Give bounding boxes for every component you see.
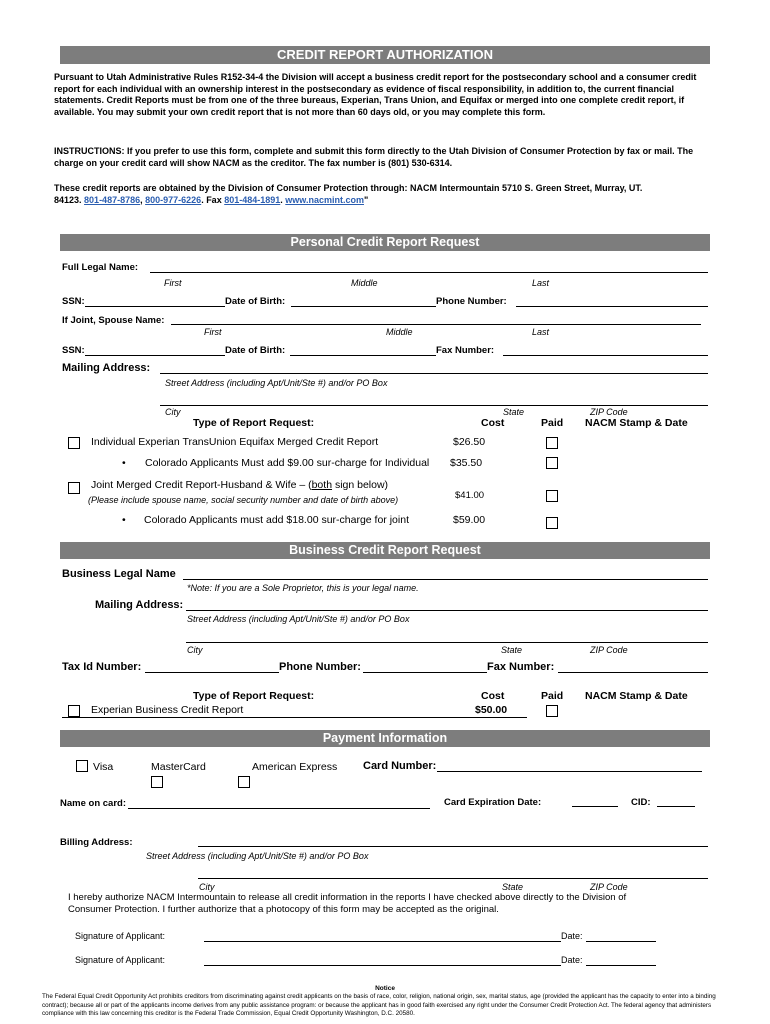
- instructions-paragraph: INSTRUCTIONS: If you prefer to use this form, complete and submit this form directly to the Utah Division of Consumer Protection by fax or mail. The charge on your credit card will show NACM as the creditor. The fax number is (801) 530-6314.: [54, 146, 694, 168]
- fax-prefix: . Fax: [201, 194, 222, 205]
- tax-id-label: Tax Id Number:: [62, 661, 142, 673]
- item4-cost: $59.00: [453, 514, 486, 526]
- obtained-prefix: 84123.: [54, 194, 82, 205]
- item1-cost: $26.50: [453, 436, 486, 448]
- item3-label: [91, 479, 388, 491]
- zip-hint: ZIP Code: [590, 407, 628, 417]
- business-street-hint: Street Address (including Apt/Unit/Ste #) and/or PO Box: [187, 614, 410, 624]
- business-phone-field[interactable]: [363, 672, 487, 673]
- business-item-divider: [62, 717, 527, 718]
- visa-label: Visa: [93, 761, 114, 773]
- item2-bullet: •: [122, 457, 126, 469]
- business-paid-header: Paid: [541, 690, 564, 702]
- dob-field[interactable]: [291, 306, 436, 307]
- expiration-field[interactable]: [572, 806, 618, 807]
- mastercard-checkbox[interactable]: [151, 776, 163, 788]
- item2-cost: $35.50: [450, 457, 483, 469]
- business-type-header: Type of Report Request:: [193, 690, 315, 702]
- mailing-city-field[interactable]: [160, 405, 708, 406]
- website-suffix: ": [363, 194, 369, 205]
- item3-both: both: [311, 479, 333, 491]
- business-cost-header: Cost: [481, 690, 505, 702]
- personal-section-heading: Personal Credit Report Request: [60, 234, 710, 251]
- billing-state-hint: State: [502, 882, 524, 892]
- business-item1-cost: $50.00: [475, 704, 508, 716]
- item3-cost: $41.00: [455, 490, 485, 501]
- signature1-field[interactable]: [204, 941, 561, 942]
- business-stamp-header: NACM Stamp & Date: [585, 690, 688, 702]
- amex-checkbox[interactable]: [238, 776, 250, 788]
- intro-paragraph: Pursuant to Utah Administrative Rules R152-34-4 the Division will accept a business credit report for the postsecondary school and a consumer credit report for each individual with an ownership interest in the postsecondary as evidence of fiscal responsibility, in addition to, the current financial statements. Credit Reports must be from one of the three bureaus, Experian, Trans Union, and Equifax or merged into one complete credit report, if available. You may submit your own credit report that is not more than 60 days old, or you may complete this form.: [54, 72, 697, 117]
- type-header: Type of Report Request:: [193, 417, 315, 429]
- date1-field[interactable]: [586, 941, 656, 942]
- business-zip-hint: ZIP Code: [590, 645, 628, 655]
- street-hint: Street Address (including Apt/Unit/Ste #) and/or PO Box: [165, 378, 388, 388]
- item1-checkbox[interactable]: [68, 437, 80, 449]
- item4-paid-checkbox[interactable]: [546, 517, 558, 529]
- date2-field[interactable]: [586, 965, 656, 966]
- business-section-heading: Business Credit Report Request: [60, 542, 710, 559]
- full-legal-name-label: Full Legal Name:: [62, 262, 139, 273]
- spouse-middle-hint: Middle: [386, 327, 413, 337]
- full-legal-name-field[interactable]: [150, 272, 708, 273]
- visa-checkbox[interactable]: [76, 760, 88, 772]
- last-hint: Last: [532, 278, 550, 288]
- mailing-address-label: Mailing Address:: [62, 362, 151, 374]
- expiration-label: Card Expiration Date:: [444, 797, 542, 808]
- name-on-card-label: Name on card:: [60, 798, 126, 809]
- spouse-last-hint: Last: [532, 327, 550, 337]
- mailing-street-field[interactable]: [160, 373, 708, 374]
- item2-paid-checkbox[interactable]: [546, 457, 558, 469]
- business-phone-label: Phone Number:: [279, 661, 361, 673]
- stamp-header: NACM Stamp & Date: [585, 417, 688, 429]
- billing-street-hint: Street Address (including Apt/Unit/Ste #) and/or PO Box: [146, 851, 369, 861]
- fax-number-label: Fax Number:: [436, 345, 495, 356]
- spouse-name-label: If Joint, Spouse Name:: [62, 315, 165, 326]
- billing-city-hint: City: [199, 882, 215, 892]
- billing-zip-hint: ZIP Code: [590, 882, 628, 892]
- business-city-hint: City: [187, 645, 203, 655]
- middle-hint: Middle: [351, 278, 378, 288]
- authorization-statement: I hereby authorize NACM Intermountain to release all credit information in the reports I have checked above directly to the Division of Consumer Protection. I further authorize that a photocopy of this form may be accepted as the original.: [68, 892, 627, 915]
- fax-link[interactable]: 801-484-1891: [224, 194, 281, 205]
- billing-city-field[interactable]: [198, 878, 708, 879]
- sole-proprietor-note: *Note: If you are a Sole Proprietor, this is your legal name.: [187, 583, 419, 593]
- business-fax-label: Fax Number:: [487, 661, 555, 673]
- business-legal-name-label: Business Legal Name: [62, 568, 176, 580]
- item3-paid-checkbox[interactable]: [546, 490, 558, 502]
- website-link[interactable]: www.nacmint.com: [285, 194, 364, 205]
- business-legal-name-field[interactable]: [183, 579, 708, 580]
- business-item1-checkbox[interactable]: [68, 705, 80, 717]
- business-mailing-label: Mailing Address:: [95, 599, 184, 611]
- state-hint: State: [503, 407, 525, 417]
- item4-bullet: •: [122, 514, 126, 526]
- billing-street-field[interactable]: [198, 846, 708, 847]
- phone1-link[interactable]: 801-487-8786: [84, 194, 141, 205]
- notice-title: Notice: [375, 985, 395, 992]
- ssn-label: SSN:: [62, 296, 85, 307]
- spouse-dob-field[interactable]: [290, 355, 436, 356]
- city-hint: City: [165, 407, 181, 417]
- business-item1-paid-checkbox[interactable]: [546, 705, 558, 717]
- card-number-field[interactable]: [437, 771, 702, 772]
- business-fax-field[interactable]: [558, 672, 708, 673]
- tax-id-field[interactable]: [145, 672, 279, 673]
- spouse-ssn-field[interactable]: [85, 355, 225, 356]
- item3-checkbox[interactable]: [68, 482, 80, 494]
- business-street-field[interactable]: [186, 610, 708, 611]
- cost-header: Cost: [481, 417, 505, 429]
- first-hint: First: [164, 278, 182, 288]
- date1-label: Date:: [561, 931, 583, 941]
- cid-label: CID:: [631, 797, 651, 808]
- spouse-ssn-label: SSN:: [62, 345, 85, 356]
- cid-field[interactable]: [657, 806, 695, 807]
- item1-label: Individual Experian TransUnion Equifax Merged Credit Report: [91, 436, 379, 448]
- item3-pre: Joint Merged Credit Report-Husband & Wife – (: [91, 479, 312, 491]
- form-title: CREDIT REPORT AUTHORIZATION: [60, 46, 710, 64]
- notice-text: The Federal Equal Credit Opportunity Act prohibits creditors from discriminating against credit applicants on the basis of race, color, religion, national origin, sex, marital status, age (provided the applicant has the capacity to enter into a binding contract); because all or part of the applicants income derives from any public assistance program: or because the applicant has in good faith exercised any right under the Consumer Credit Protection Act. The federal agency that administers compliance with this law concerning this creditor is the Federal Trade Commission, Equal Credit Opportunity Washington, D.C. 20580.: [42, 993, 716, 1017]
- dob-label: Date of Birth:: [225, 296, 286, 307]
- obtained-paragraph: These credit reports are obtained by the Division of Consumer Protection through: NACM Intermountain 5710 S. Green Street, Murray, UT. 84123. 801-487-8786, 800-977-6226. Fax 801-484-1891. www.nacmint.com": [54, 183, 643, 205]
- spouse-first-hint: First: [204, 327, 222, 337]
- spouse-name-field[interactable]: [171, 324, 701, 325]
- date2-label: Date:: [561, 955, 583, 965]
- fax-number-field[interactable]: [503, 355, 708, 356]
- payment-section-heading: Payment Information: [60, 730, 710, 747]
- paid-header: Paid: [541, 417, 564, 429]
- phone-field[interactable]: [516, 306, 708, 307]
- business-city-field[interactable]: [186, 642, 708, 643]
- name-on-card-field[interactable]: [128, 808, 430, 809]
- business-state-hint: State: [501, 645, 523, 655]
- signature1-label: Signature of Applicant:: [75, 931, 166, 941]
- signature2-field[interactable]: [204, 965, 561, 966]
- signature2-label: Signature of Applicant:: [75, 955, 166, 965]
- phone2-link[interactable]: 800-977-6226: [145, 194, 202, 205]
- amex-label: American Express: [252, 761, 338, 773]
- item1-paid-checkbox[interactable]: [546, 437, 558, 449]
- ssn-field[interactable]: [85, 306, 225, 307]
- billing-address-label: Billing Address:: [60, 837, 133, 848]
- item3-note: (Please include spouse name, social security number and date of birth above): [88, 495, 399, 505]
- mastercard-label: MasterCard: [151, 761, 206, 773]
- item2-label: Colorado Applicants Must add $9.00 sur-charge for Individual: [145, 457, 430, 469]
- business-item1-label: Experian Business Credit Report: [91, 704, 244, 716]
- card-number-label: Card Number:: [363, 760, 437, 772]
- phone-label: Phone Number:: [436, 296, 507, 307]
- spouse-dob-label: Date of Birth:: [225, 345, 286, 356]
- item3-post: sign below): [332, 479, 389, 491]
- item4-label: Colorado Applicants must add $18.00 sur-charge for joint: [144, 514, 409, 526]
- obtained-line1: These credit reports are obtained by the Division of Consumer Protection through: NACM Intermountain 5710 S. Green Street, Murray, UT.: [54, 183, 643, 193]
